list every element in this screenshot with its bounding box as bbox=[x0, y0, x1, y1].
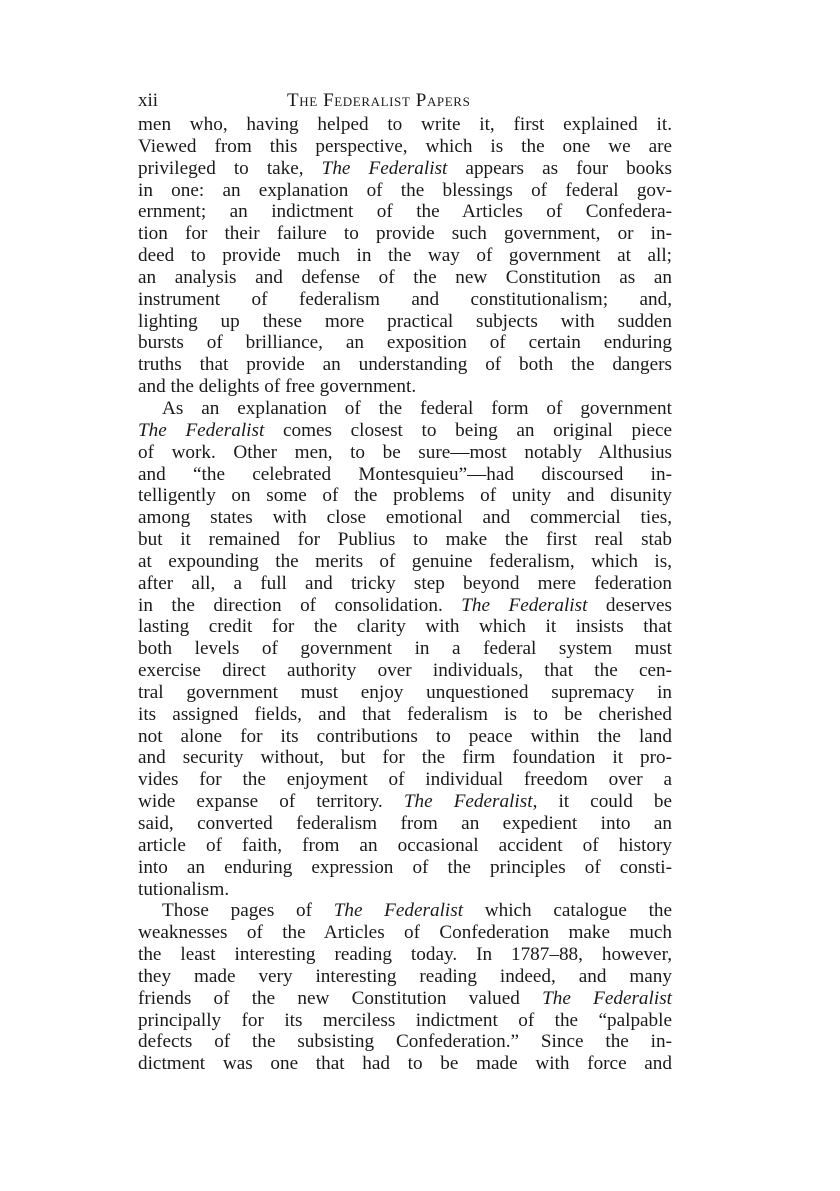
text-line: and security without, but for the firm foundation it pro- bbox=[138, 747, 672, 769]
body-text bbox=[138, 114, 672, 1075]
text-line: of work. Other men, to be sure—most notably Althusius bbox=[138, 441, 672, 463]
text-line: tutionalism. bbox=[138, 878, 230, 900]
text-line: lighting up these more practical subjects with sudden bbox=[138, 310, 672, 332]
text-line: defects of the subsisting Confederation.” Since the in- bbox=[138, 1031, 672, 1053]
page-number: xii bbox=[138, 90, 159, 111]
text-line: dictment was one that had to be made with force and bbox=[138, 1053, 672, 1075]
text-line: principally for its merciless indictment of the “palpable bbox=[138, 1009, 672, 1031]
text-line: wide expanse of territory. The Federalist, it could be bbox=[138, 791, 672, 813]
running-head bbox=[138, 87, 672, 114]
text-line: and “the celebrated Montesquieu”—had discoursed in- bbox=[138, 463, 672, 485]
text-line: friends of the new Constitution valued The Federalist bbox=[138, 987, 672, 1009]
text-line: at expounding the merits of genuine federalism, which is, bbox=[138, 550, 672, 572]
text-line: tral government must enjoy unquestioned supremacy in bbox=[138, 681, 672, 703]
running-title: The Federalist Papers bbox=[287, 90, 471, 111]
text-line: among states with close emotional and commercial ties, bbox=[138, 507, 672, 529]
text-line: privileged to take, The Federalist appears as four books bbox=[138, 157, 672, 179]
text-line: vides for the enjoyment of individual freedom over a bbox=[138, 769, 672, 791]
text-line: in one: an explanation of the blessings of federal gov- bbox=[138, 179, 672, 201]
text-line: As an explanation of the federal form of government bbox=[162, 397, 672, 419]
text-line: bursts of brilliance, an exposition of certain enduring bbox=[138, 332, 672, 354]
text-line: article of faith, from an occasional accident of history bbox=[138, 834, 672, 856]
text-line: after all, a full and tricky step beyond mere federation bbox=[138, 572, 672, 594]
text-line: its assigned fields, and that federalism is to be cherished bbox=[138, 703, 672, 725]
text-line: and the delights of free government. bbox=[138, 376, 417, 398]
text-line: truths that provide an understanding of both the dangers bbox=[138, 354, 672, 376]
text-line: but it remained for Publius to make the first real stab bbox=[138, 529, 672, 551]
text-line: deed to provide much in the way of government at all; bbox=[138, 245, 672, 267]
text-line: The Federalist comes closest to being an original piece bbox=[138, 419, 672, 441]
text-line: into an enduring expression of the principles of consti- bbox=[138, 856, 672, 878]
text-line: they made very interesting reading indeed, and many bbox=[138, 965, 672, 987]
text-line: Those pages of The Federalist which catalogue the bbox=[162, 900, 673, 922]
text-line: the least interesting reading today. In 1787–88, however, bbox=[138, 944, 672, 966]
text-line: Viewed from this perspective, which is the one we are bbox=[138, 135, 672, 157]
text-line: lasting credit for the clarity with which it insists that bbox=[138, 616, 672, 638]
text-line: exercise direct authority over individuals, that the cen- bbox=[138, 660, 672, 682]
text-line: tion for their failure to provide such government, or in- bbox=[138, 223, 672, 245]
text-line: in the direction of consolidation. The Federalist deserves bbox=[138, 594, 672, 616]
text-line: men who, having helped to write it, first explained it. bbox=[138, 114, 672, 135]
text-line: weaknesses of the Articles of Confederation make much bbox=[138, 922, 672, 944]
text-line: an analysis and defense of the new Constitution as an bbox=[138, 266, 672, 288]
text-line: said, converted federalism from an expedient into an bbox=[138, 813, 672, 834]
text-line: both levels of government in a federal system must bbox=[138, 638, 672, 660]
text-line: ernment; an indictment of the Articles of Confedera- bbox=[138, 201, 672, 223]
text-line: telligently on some of the problems of unity and disunity bbox=[138, 485, 672, 507]
text-line: not alone for its contributions to peace within the land bbox=[138, 725, 672, 747]
book-page bbox=[138, 87, 672, 1075]
text-line: instrument of federalism and constitutionalism; and, bbox=[138, 288, 672, 310]
